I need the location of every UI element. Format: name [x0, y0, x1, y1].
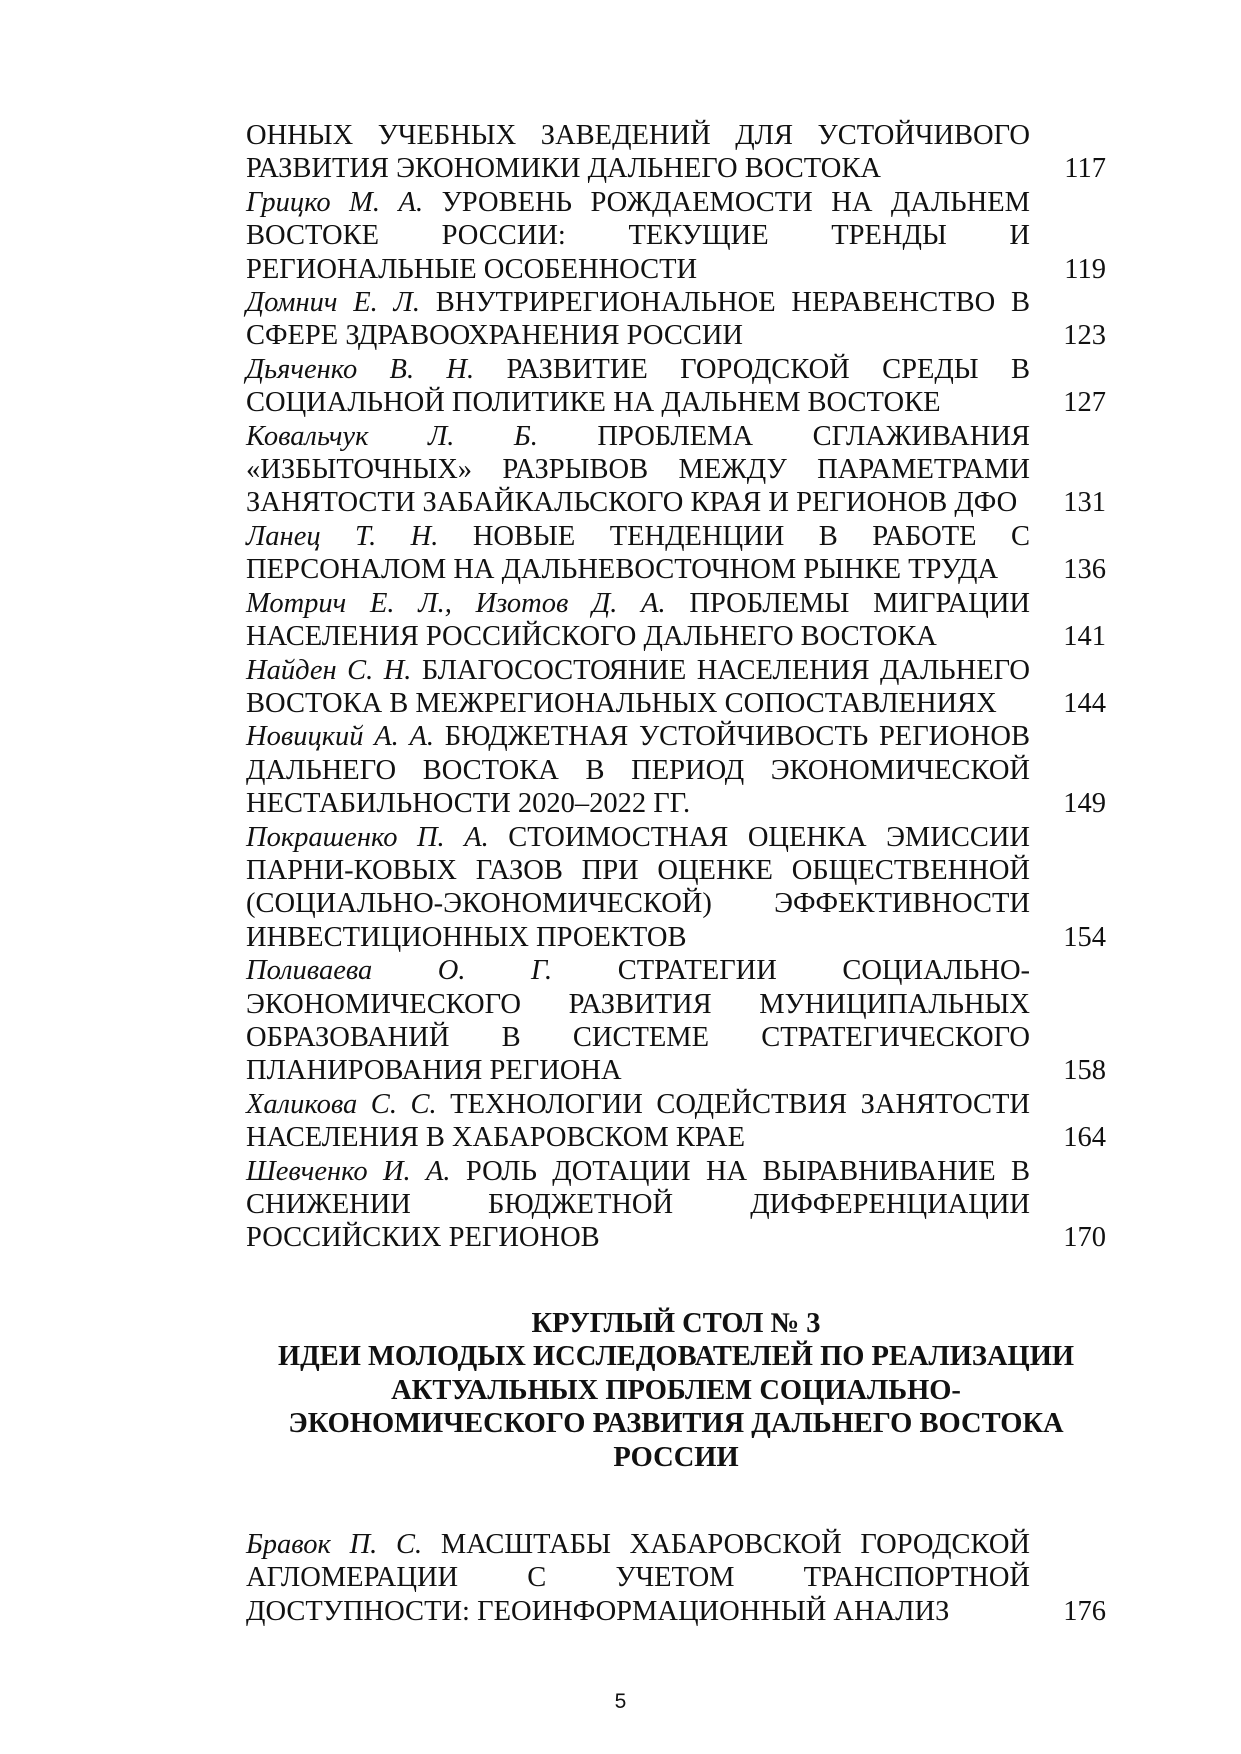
toc-title: СТРАТЕГИИ СОЦИАЛЬНО-ЭКОНОМИЧЕСКОГО РАЗВИТИЯ МУНИЦИПАЛЬНЫХ ОБРАЗОВАНИЙ В СИСТЕМЕ СТРАТЕГИЧЕСКОГО ПЛАНИРОВАНИЯ РЕГИОНА — [246, 955, 1031, 1087]
section-subtitle-line: АКТУАЛЬНЫХ ПРОБЛЕМ СОЦИАЛЬНО- — [391, 1374, 961, 1406]
toc-entry[interactable] — [246, 286, 1106, 353]
toc-page-number: 127 — [1063, 387, 1106, 419]
toc-page-number: 154 — [1063, 921, 1106, 953]
toc-entry[interactable] — [246, 186, 1106, 286]
toc-page-number: 144 — [1063, 687, 1106, 719]
toc-author: Домнич Е. Л. — [246, 287, 420, 319]
section-subtitle-line: ЭКОНОМИЧЕСКОГО РАЗВИТИЯ ДАЛЬНЕГО ВОСТОКА — [288, 1408, 1064, 1440]
toc-title: МАСШТАБЫ ХАБАРОВСКОЙ ГОРОДСКОЙ АГЛОМЕРАЦИИ С УЧЕТОМ ТРАНСПОРТНОЙ ДОСТУПНОСТИ: ГЕОИНФОРМАЦИОННЫЙ АНАЛИЗ — [246, 1529, 1030, 1627]
toc-title: ВНУТРИРЕГИОНАЛЬНОЕ НЕРАВЕНСТВО В СФЕРЕ ЗДРАВООХРАНЕНИЯ РОССИИ — [246, 287, 1030, 352]
toc-title: БЮДЖЕТНАЯ УСТОЙЧИВОСТЬ РЕГИОНОВ ДАЛЬНЕГО ВОСТОКА В ПЕРИОД ЭКОНОМИЧЕСКОЙ НЕСТАБИЛЬНОСТИ 2020–2022 ГГ. — [246, 721, 1031, 820]
toc-page-number: 136 — [1063, 554, 1106, 586]
toc-page-number: 119 — [1064, 253, 1106, 285]
toc-entry[interactable] — [246, 654, 1106, 721]
toc-entry[interactable] — [246, 420, 1106, 520]
toc-title: ПРОБЛЕМЫ МИГРАЦИИ НАСЕЛЕНИЯ РОССИЙСКОГО ДАЛЬНЕГО ВОСТОКА — [246, 587, 1031, 653]
toc-title: ПРОБЛЕМА СГЛАЖИВАНИЯ «ИЗБЫТОЧНЫХ» РАЗРЫВОВ МЕЖДУ ПАРАМЕТРАМИ ЗАНЯТОСТИ ЗАБАЙКАЛЬСКОГО КРАЯ И РЕГИОНОВ ДФО — [246, 420, 1030, 519]
toc-author: Бравок П. С. — [246, 1529, 423, 1560]
toc-author: Дьяченко В. Н. — [246, 353, 475, 385]
toc-entry[interactable] — [246, 821, 1106, 955]
toc-author: Покрашенко П. А. — [246, 821, 489, 853]
toc-title: ТЕХНОЛОГИИ СОДЕЙСТВИЯ ЗАНЯТОСТИ НАСЕЛЕНИЯ В ХАБАРОВСКОМ КРАЕ — [246, 1088, 1030, 1154]
toc-page-number: 158 — [1063, 1055, 1106, 1087]
toc-title: СТОИМОСТНАЯ ОЦЕНКА ЭМИССИИ ПАРНИ-КОВЫХ ГАЗОВ ПРИ ОЦЕНКЕ ОБЩЕСТВЕННОЙ (СОЦИАЛЬНО-ЭКОНОМИЧЕСКОЙ) ЭФФЕКТИВНОСТИ ИНВЕСТИЦИОННЫХ ПРОЕКТОВ — [246, 821, 1031, 953]
toc-title: РАЗВИТИЕ ГОРОДСКОЙ СРЕДЫ В СОЦИАЛЬНОЙ ПОЛИТИКЕ НА ДАЛЬНЕМ ВОСТОКЕ — [246, 353, 1030, 419]
toc-entry[interactable] — [246, 1088, 1106, 1155]
toc-entry[interactable] — [246, 954, 1106, 1088]
toc-entry[interactable] — [246, 1155, 1106, 1255]
table-of-contents — [246, 119, 1106, 1255]
toc-page-number: 117 — [1064, 153, 1106, 185]
toc-page-number: 141 — [1063, 621, 1106, 653]
toc-author: Ланец Т. Н. — [246, 520, 439, 552]
section-entries — [246, 1528, 1106, 1628]
toc-page-number: 131 — [1063, 487, 1106, 519]
toc-title: УРОВЕНЬ РОЖДАЕМОСТИ НА ДАЛЬНЕМ ВОСТОКЕ РОССИИ: ТЕКУЩИЕ ТРЕНДЫ И РЕГИОНАЛЬНЫЕ ОСОБЕННОСТИ — [246, 186, 1030, 285]
section-title: КРУГЛЫЙ СТОЛ № 3 — [531, 1308, 821, 1339]
toc-title: БЛАГОСОСТОЯНИЕ НАСЕЛЕНИЯ ДАЛЬНЕГО ВОСТОКА В МЕЖРЕГИОНАЛЬНЫХ СОПОСТАВЛЕНИЯХ — [246, 654, 1030, 719]
toc-title: РОЛЬ ДОТАЦИИ НА ВЫРАВНИВАНИЕ В СНИЖЕНИИ БЮДЖЕТНОЙ ДИФФЕРЕНЦИАЦИИ РОССИЙСКИХ РЕГИОНОВ — [246, 1155, 1030, 1254]
toc-author: Мотрич Е. Л., Изотов Д. А. — [246, 587, 666, 619]
toc-page-number: 149 — [1063, 788, 1106, 820]
toc-author: Поливаева О. Г. — [246, 955, 553, 987]
toc-author: Новицкий А. А. — [246, 721, 435, 753]
toc-entry[interactable] — [246, 520, 1106, 587]
toc-author: Ковальчук Л. Б. — [246, 420, 538, 452]
toc-author: Халикова С. С. — [246, 1088, 437, 1120]
toc-page-number: 176 — [1063, 1595, 1106, 1627]
toc-entry[interactable] — [246, 720, 1106, 820]
page-number-footer: 5 — [614, 1690, 627, 1713]
toc-entry[interactable] — [246, 587, 1106, 654]
toc-entry[interactable] — [246, 1528, 1106, 1628]
toc-page-number: 164 — [1063, 1122, 1106, 1154]
toc-entry[interactable] — [246, 119, 1106, 186]
toc-author: Шевченко И. А. — [246, 1155, 451, 1187]
section-heading — [246, 1307, 1106, 1474]
section-subtitle-line: РОССИИ — [613, 1441, 739, 1473]
toc-author: Найден С. Н. — [246, 654, 412, 686]
toc-page-number: 170 — [1063, 1222, 1106, 1254]
toc-title: ОННЫХ УЧЕБНЫХ ЗАВЕДЕНИЙ ДЛЯ УСТОЙЧИВОГО РАЗВИТИЯ ЭКОНОМИКИ ДАЛЬНЕГО ВОСТОКА — [246, 120, 1030, 185]
toc-page-number: 123 — [1063, 320, 1106, 352]
toc-entry[interactable] — [246, 353, 1106, 420]
toc-author: Грицко М. А. — [246, 186, 424, 218]
section-subtitle-line: ИДЕИ МОЛОДЫХ ИССЛЕДОВАТЕЛЕЙ ПО РЕАЛИЗАЦИИ — [277, 1341, 1075, 1373]
toc-title: НОВЫЕ ТЕНДЕНЦИИ В РАБОТЕ С ПЕРСОНАЛОМ НА ДАЛЬНЕВОСТОЧНОМ РЫНКЕ ТРУДА — [246, 520, 1031, 586]
